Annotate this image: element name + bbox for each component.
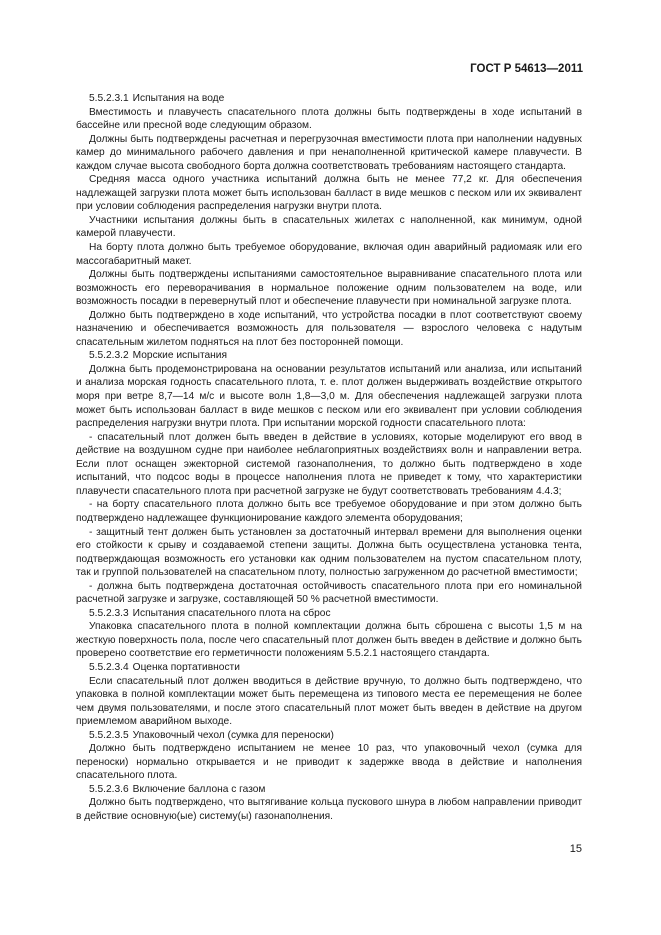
section-heading: 5.5.2.3.4 Оценка портативности: [89, 661, 240, 673]
paragraph: На борту плота должно быть требуемое оборудование, включая один аварийный радиомаяк или его массогабаритный макет.: [76, 242, 582, 267]
paragraph: Упаковка спасательного плота в полной комплектации должна быть сброшена с высоты 1,5 м на жесткую поверхность пола, после чего спасательный плот должен быть введен в действие и должно быть проверено соответствие его герметичности положениям 5.5.2.1 настоящего стандарта.: [76, 621, 582, 660]
paragraph: Должно быть подтверждено, что вытягивание кольца пускового шнура в любом направлении приводит в действие основную(ые) систему(ы) газонаполнения.: [76, 797, 582, 822]
paragraph: Должно быть подтверждено испытанием не менее 10 раз, что упаковочный чехол (сумка для переноски) нормально открывается и не приводит к задержке ввода в действие и наполнения спасательного плота.: [76, 743, 582, 782]
section-heading: 5.5.2.3.1 Испытания на воде: [89, 93, 225, 104]
paragraph: Средняя масса одного участника испытаний должна быть не менее 77,2 кг. Для обеспечения надлежащей загрузки плота может быть использован балласт в виде мешков с песком или их эквивалент при условии соблюдения распределения нагрузки внутри плота.: [76, 174, 582, 213]
section-heading: 5.5.2.3.6 Включение баллона с газом: [89, 783, 266, 795]
list-item: - защитный тент должен быть установлен за достаточный интервал времени для выполнения оценки его стойкости к срыву и создаваемой степени защиты. Должна быть осуществлена установка тента, подтверждающая возможность его установки как одним пользователем на пустом спасательном плоту, так и группой пользователей на спасательном плоту, полностью загруженном до расчетной вместимости;: [76, 526, 582, 579]
section-heading: 5.5.2.3.5 Упаковочный чехол (сумка для переноски): [89, 729, 334, 741]
list-item: - спасательный плот должен быть введен в действие в условиях, которые моделируют его ввод в действие на воздушном судне при наиболее неблагоприятных воздействиях волн и направлении ветра. Если плот оснащен эжекторной системой газонаполнения, то должно быть подтверждено в ходе испытаний, что подсос воды в процессе наполнения плота не приведет к тому, что характеристики плавучести спасательного плота при расчетной загрузке не будут соответствовать требованиям 4.4.3;: [76, 431, 582, 497]
paragraph: Должна быть продемонстрирована на основании результатов испытаний или анализа, или испытаний и анализа морская годность спасательного плота, т. е. плот должен выдерживать воздействие открытого моря при ветре 8,7—14 м/с и высоте волн 1,8—3,0 м. Для обеспечения надлежащей загрузки плота может быть использован балласт в виде мешков с песком или его эквивалент при условии соблюдения распределения нагрузки внутри плота. При испытании морской годности спасательного плота:: [76, 363, 582, 430]
document-body: [76, 92, 582, 824]
paragraph: Должно быть подтверждено в ходе испытаний, что устройства посадки в плот соответствуют своему назначению и обеспечивается возможность для пользователя — взрослого человека с надутым спасательным жилетом подняться на плот без посторонней помощи.: [76, 309, 582, 348]
paragraph: Участники испытания должны быть в спасательных жилетах с наполненной, как минимум, одной камерой плавучести.: [76, 214, 582, 240]
paragraph: Если спасательный плот должен вводиться в действие вручную, то должно быть подтверждено, что упаковка в полной комплектации может быть перемещена из типового места ее перемещения не более чем двумя пользователями, и после этого спасательный плот может быть введен в действие на другом приемлемом аварийном выходе.: [76, 675, 582, 728]
list-item: - на борту спасательного плота должно быть все требуемое оборудование и при этом должно быть подтверждено надлежащее функционирование каждого элемента оборудования;: [76, 499, 582, 524]
paragraph: Вместимость и плавучесть спасательного плота должны быть подтверждены в ходе испытаний в бассейне или пресной воде следующим образом.: [76, 106, 582, 132]
section-heading: 5.5.2.3.2 Морские испытания: [89, 350, 228, 362]
paragraph: Должны быть подтверждены испытаниями самостоятельное выравнивание спасательного плота или возможность его переворачивания в нормальное положение одним пользователем на воде, или возможность посадки в перевернутый плот и обеспечение плавучести при номинальной загрузке плота.: [76, 269, 582, 308]
document-code: ГОСТ Р 54613—2011: [470, 63, 583, 75]
page-number: 15: [569, 843, 582, 855]
section-heading: 5.5.2.3.3 Испытания спасательного плота на сброс: [89, 607, 331, 619]
paragraph: Должны быть подтверждены расчетная и перегрузочная вместимости плота при наполнении надувных камер до минимального рабочего давления и при ненаполненной критической камере плавучести. В каждом случае высота свободного борта должна соответствовать требованиям настоящего стандарта.: [76, 133, 582, 172]
list-item: - должна быть подтверждена достаточная остойчивость спасательного плота при его номинальной расчетной загрузке и загрузке, составляющей 50 % расчетной вместимости.: [76, 580, 582, 606]
